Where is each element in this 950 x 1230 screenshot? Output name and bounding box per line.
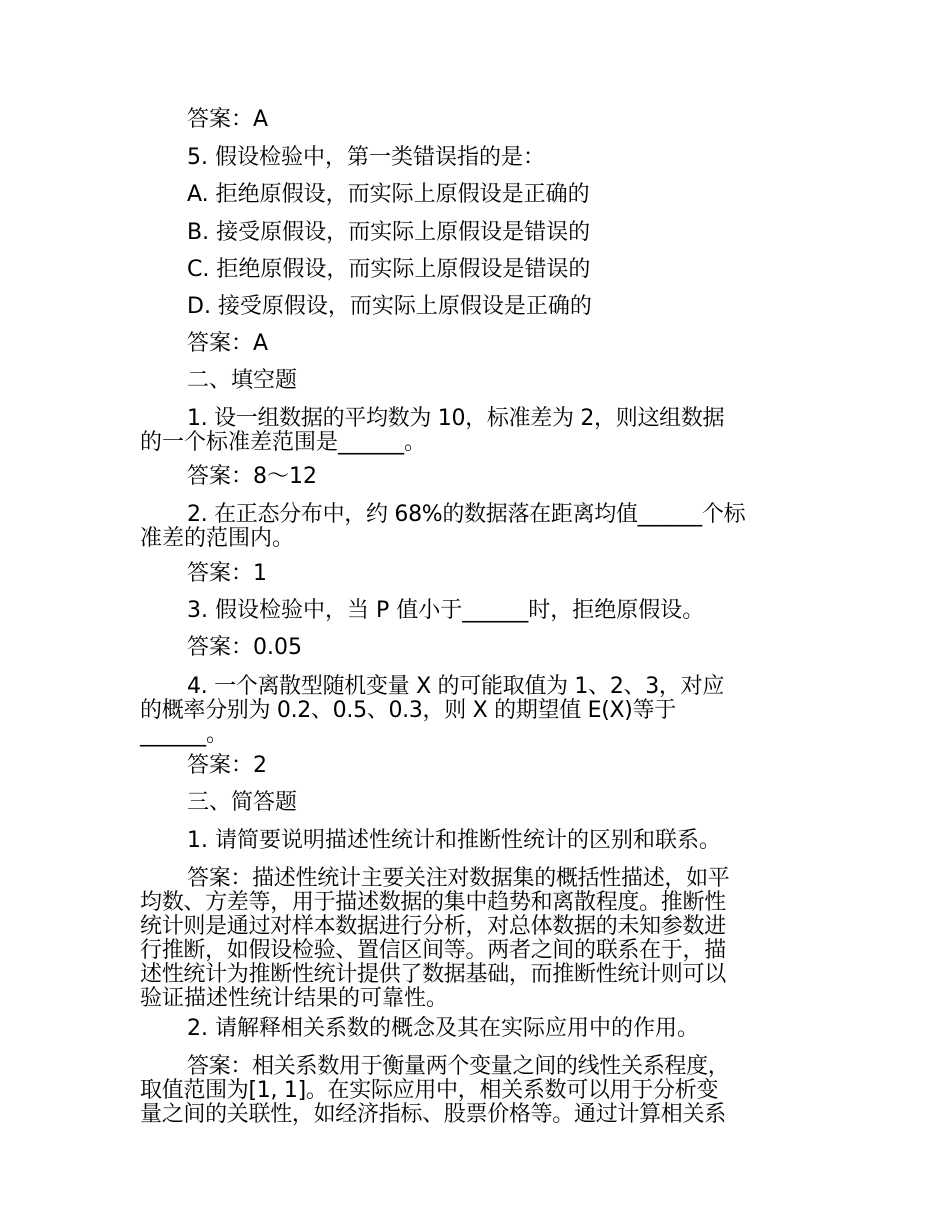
answer-paragraph-line: 均数、方差等，用于描述数据的集中趋势和离散程度。推断性 — [140, 890, 726, 915]
answer-line: 答案：1 — [187, 561, 267, 586]
answer-line: 答案：0.05 — [187, 635, 302, 660]
answer-paragraph-line: 行推断，如假设检验、置信区间等。两者之间的联系在于，描 — [140, 938, 726, 963]
answer-line: 答案：8～12 — [187, 464, 317, 489]
section-heading: 三、简答题 — [187, 790, 298, 815]
section-heading: 二、填空题 — [187, 368, 298, 393]
question-line: 1. 请简要说明描述性统计和推断性统计的区别和联系。 — [187, 828, 721, 853]
answer-paragraph-line: 验证描述性统计结果的可靠性。 — [140, 986, 449, 1011]
question-line: 1. 设一组数据的平均数为 10，标准差为 2，则这组数据 — [187, 406, 725, 431]
answer-line: 答案：2 — [187, 753, 267, 778]
answer-paragraph-line: 量之间的关联性，如经济指标、股票价格等。通过计算相关系 — [140, 1102, 726, 1127]
question-line: 2. 在正态分布中，约 68%的数据落在距离均值______个标 — [187, 502, 746, 527]
question-line-cont: ______。 — [140, 722, 229, 747]
option-a: A. 拒绝原假设，而实际上原假设是正确的 — [187, 182, 590, 207]
answer-paragraph-line: 述性统计为推断性统计提供了数据基础，而推断性统计则可以 — [140, 962, 726, 987]
answer-line: 答案：A — [187, 331, 269, 356]
option-d: D. 接受原假设，而实际上原假设是正确的 — [187, 294, 592, 319]
option-b: B. 接受原假设，而实际上原假设是错误的 — [187, 220, 591, 245]
question-line-cont: 的一个标准差范围是______。 — [140, 430, 427, 455]
answer-paragraph-line: 取值范围为[1, 1]。在实际应用中，相关系数可以用于分析变 — [140, 1078, 719, 1103]
question-line-cont: 准差的范围内。 — [140, 526, 295, 551]
question-line: 3. 假设检验中，当 P 值小于______时，拒绝原假设。 — [187, 598, 705, 623]
question-line-cont: 的概率分别为 0.2、0.5、0.3，则 X 的期望值 E(X)等于 — [140, 698, 676, 723]
question-line: 4. 一个离散型随机变量 X 的可能取值为 1、2、3，对应 — [187, 674, 725, 699]
question-line: 2. 请解释相关系数的概念及其在实际应用中的作用。 — [187, 1016, 699, 1041]
option-c: C. 拒绝原假设，而实际上原假设是错误的 — [187, 257, 591, 282]
question-line: 5. 假设检验中，第一类错误指的是： — [187, 145, 545, 170]
answer-paragraph-line: 答案：描述性统计主要关注对数据集的概括性描述，如平 — [187, 866, 730, 891]
answer-paragraph-line: 答案：相关系数用于衡量两个变量之间的线性关系程度， — [187, 1054, 730, 1079]
answer-paragraph-line: 统计则是通过对样本数据进行分析，对总体数据的未知参数进 — [140, 914, 726, 939]
answer-line: 答案：A — [187, 107, 269, 132]
